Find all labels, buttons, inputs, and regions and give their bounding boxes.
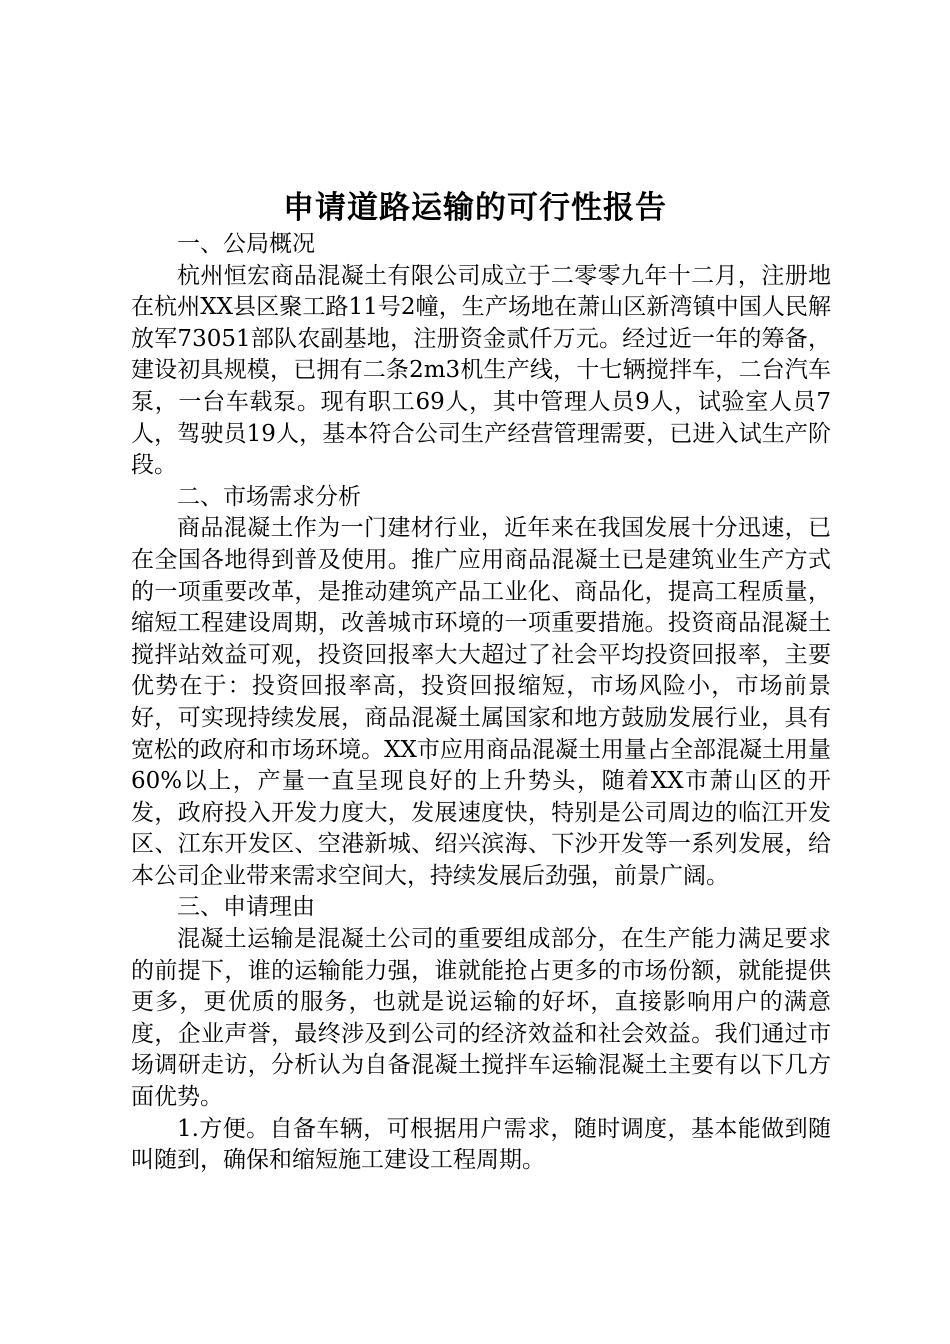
document-body (131, 229, 831, 1177)
paragraph-company-profile: 杭州恒宏商品混凝土有限公司成立于二零零九年十二月，注册地在杭州XX县区聚工路11号2幢，生产场地在萧山区新湾镇中国人民解放军73051部队农副基地，注册资金贰仟万元。经过近一年的筹备，建设初具规模，已拥有二条2m3机生产线，十七辆搅拌车，二台汽车泵，一台车载泵。现有职工69人，其中管理人员9人，试验室人员7人，驾驶员19人，基本符合公司生产经营管理需要，已进入试生产阶段。 (131, 262, 831, 479)
section-heading-overview: 一、公局概况 (177, 231, 315, 257)
section-heading-reasons: 三、申请理由 (177, 894, 315, 921)
paragraph-market-analysis: 商品混凝土作为一门建材行业，近年来在我国发展十分迅速，已在全国各地得到普及使用。推广应用商品混凝土已是建筑业生产方式的一项重要改革，是推动建筑产品工业化、商品化，提高工程质量，缩短工程建设周期，改善城市环境的一项重要措施。投资商品混凝土搅拌站效益可观，投资回报率大大超过了社会平均投资回报率，主要优势在于：投资回报率高，投资回报缩短，市场风险小，市场前景好，可实现持续发展，商品混凝土属国家和地方鼓励发展行业，具有宽松的政府和市场环境。XX市应用商品混凝土用量占全部混凝土用量60%以上，产量一直呈现良好的上升势头，随着XX市萧山区的开发，政府投入开发力度大，发展速度快，特别是公司周边的临江开发区、江东开发区、空港新城、绍兴滨海、下沙开发等一系列发展，给本公司企业带来需求空间大，持续发展后劲强，前景广阔。 (131, 515, 831, 889)
section-heading-market-analysis: 二、市场需求分析 (177, 483, 361, 510)
document-title: 申请道路运输的可行性报告 (283, 190, 667, 226)
paragraph-reasons: 混凝土运输是混凝土公司的重要组成部分，在生产能力满足要求的前提下，谁的运输能力强，谁就能抢占更多的市场份额，就能提供更多，更优质的服务，也就是说运输的好坏，直接影响用户的满意度，企业声誉，最终涉及到公司的经济效益和社会效益。我们通过市场调研走访，分析认为自备混凝土搅拌车运输混凝土主要有以下几方面优势。 (131, 926, 831, 1111)
paragraph-advantage-convenience: 1.方便。自备车辆，可根据用户需求，随时调度，基本能做到随叫随到，确保和缩短施工建设工程周期。 (131, 1115, 831, 1174)
